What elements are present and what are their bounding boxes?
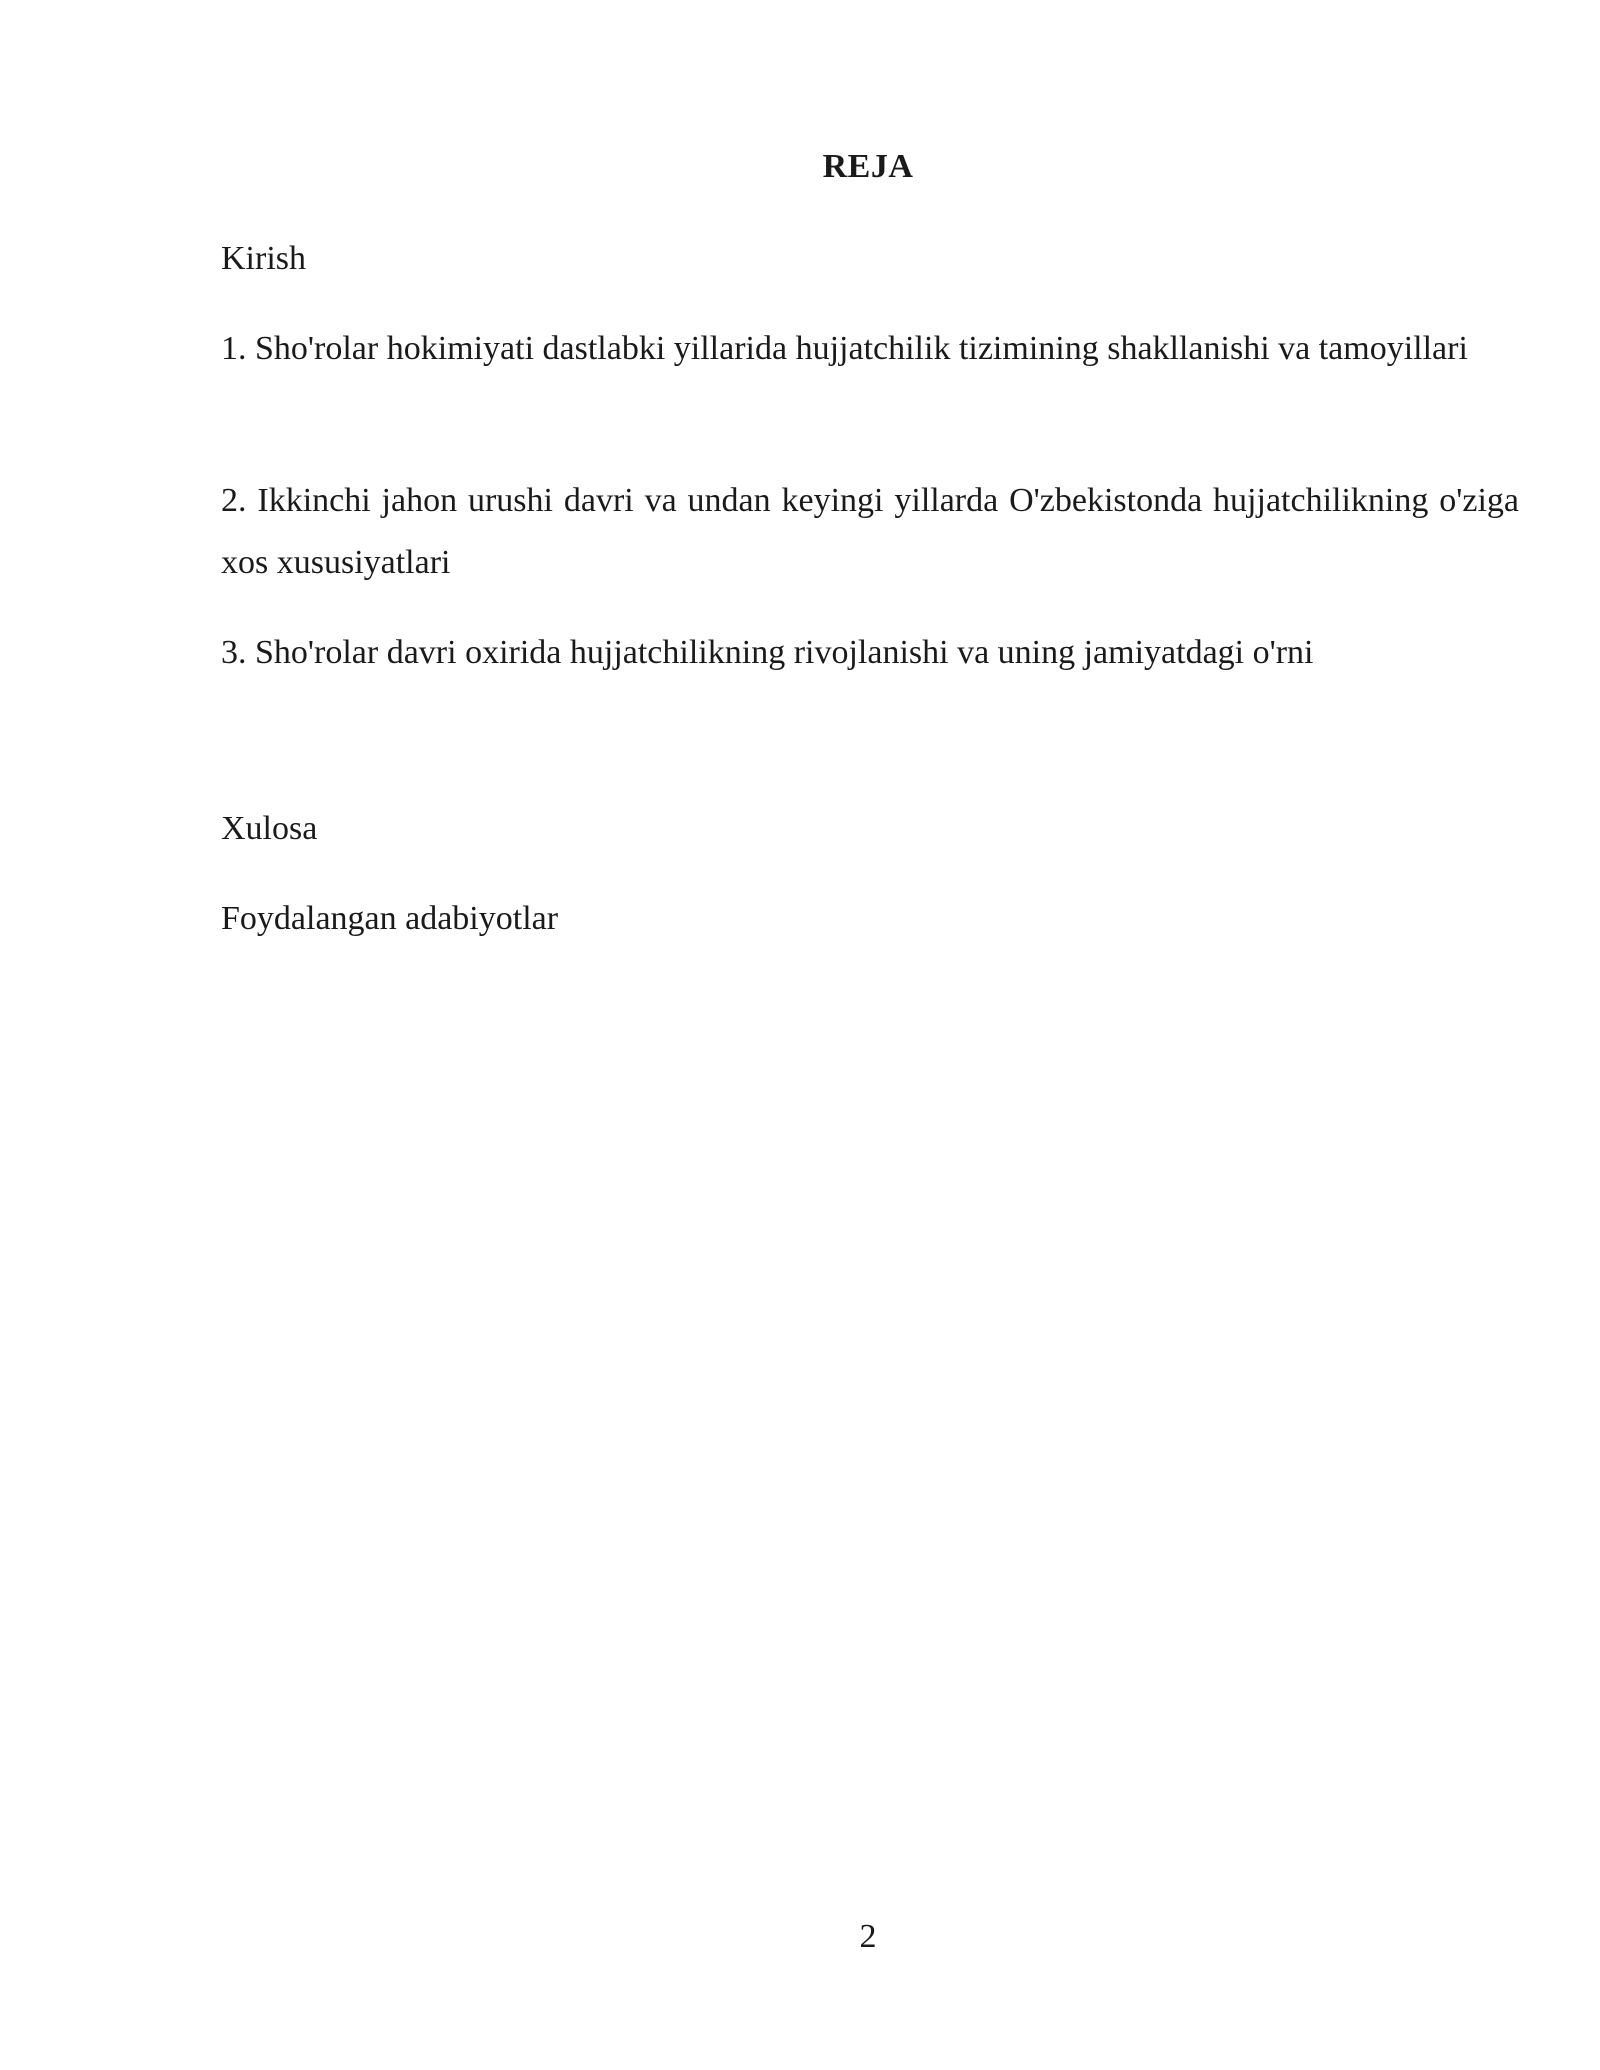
page-title: REJA (822, 148, 914, 185)
plan-item-conclusion: Xulosa (221, 810, 318, 847)
plan-item-1: 1. Sho'rolar hokimiyati dastlabki yillarida hujjatchilik tizimining shakllanishi va tamoyillari (221, 330, 1468, 367)
plan-item-3: 3. Sho'rolar davri oxirida hujjatchilikning rivojlanishi va uning jamiyatdagi o'rni (221, 634, 1314, 671)
page-number: 2 (859, 1918, 877, 1955)
plan-item-2: 2. Ikkinchi jahon urushi davri va undan keyingi yillarda O'zbekistonda hujjatchilikning o'ziga xos xususiyatlari (221, 482, 1519, 581)
plan-item-references: Foydalangan adabiyotlar (221, 900, 559, 937)
plan-item-intro: Kirish (221, 240, 306, 277)
